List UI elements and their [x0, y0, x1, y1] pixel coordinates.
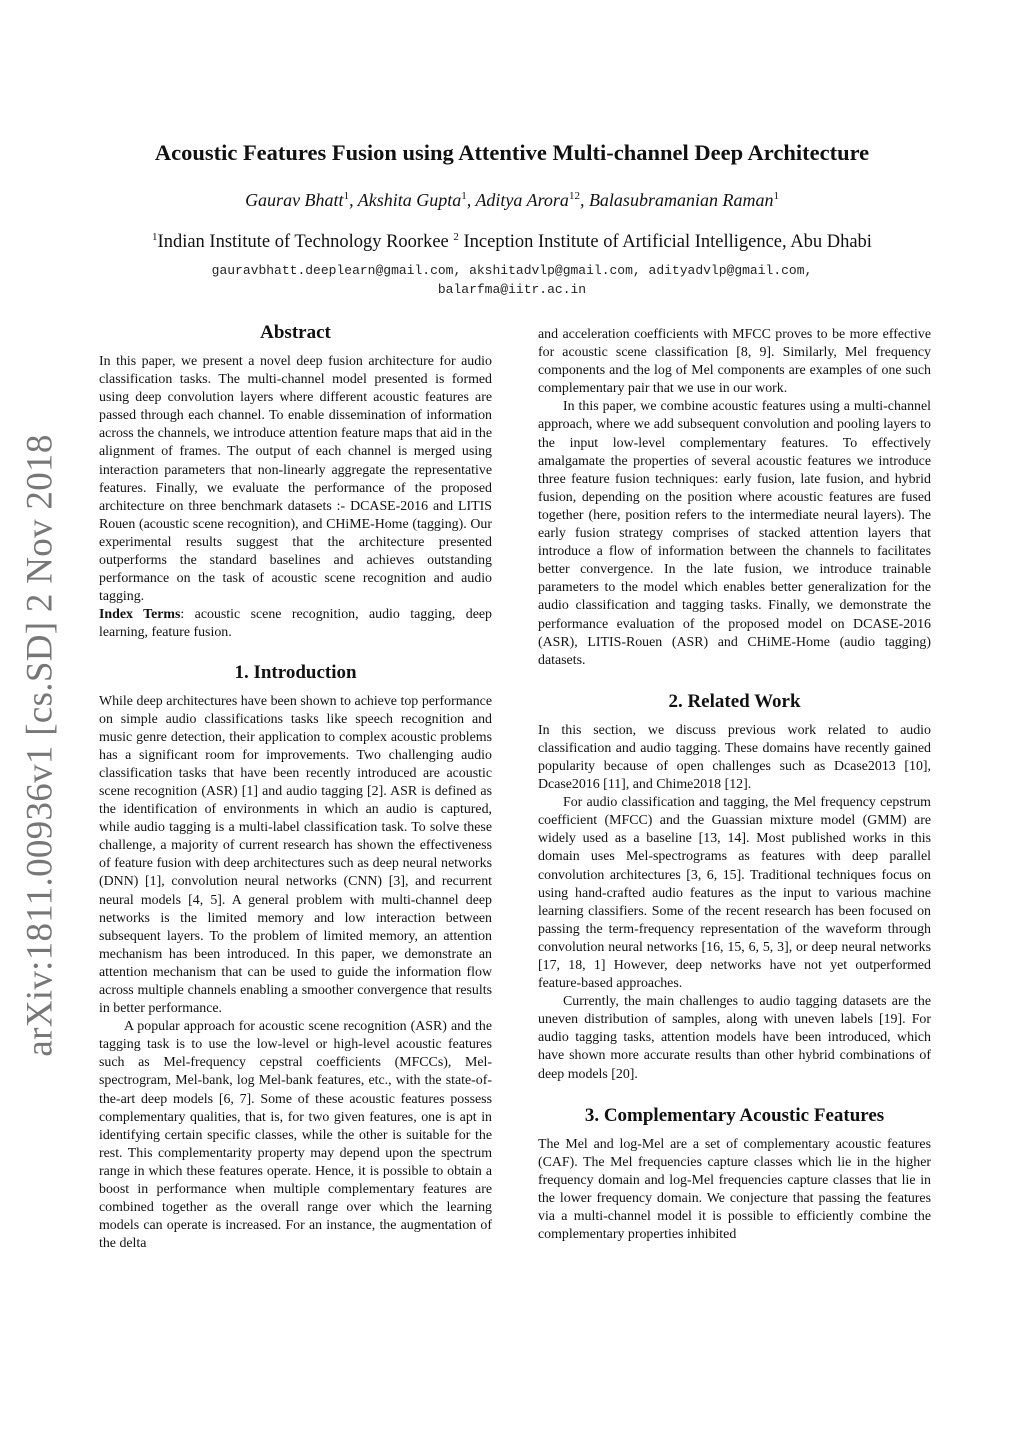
paragraph: In this section, we discuss previous work related to audio classification and audio tagging. These domains have recently gained popularity because of open challenges such as Dcase2013 [10], Dcase2016 [11], and Chime2018 [12]. [538, 722, 931, 793]
section-heading-introduction: 1. Introduction [234, 661, 357, 683]
author-list: Gaurav Bhatt$^1$, Akshita Gupta$^1$, Aditya Arora$^{12}$, Balasubramanian Raman$^1$ [245, 190, 779, 210]
author-name: Gaurav Bhatt [245, 190, 344, 210]
paragraph: In this paper, we combine acoustic features using a multi-channel approach, where we add subsequent convolution and pooling layers to the input low-level complementary features. To effectively amalgamate the properties of several acoustic features we introduce three feature fusion techniques: early fusion, late fusion, and hybrid fusion, depending on the position where acoustic features are fused together (here, position refers to the intermediate neural layers). The early fusion strategy comprises of stacked attention layers that introduce a flow of information between the channels to facilitates better convergence. In the late fusion, we introduce trainable parameters to the model which enables better generalization for the audio classification and tagging tasks. Finally, we demonstrate the performance evaluation of the proposed model on DCASE-2016 (ASR), LITIS-Rouen (ASR) and CHiME-Home (audio tagging) datasets. [538, 399, 931, 668]
affil-name: Inception Institute of Artificial Intelligence, Abu Dhabi [463, 232, 872, 253]
abstract-text: In this paper, we present a novel deep fusion architecture for audio classification tasks. The multi-channel model presented is formed using deep convolution layers where different acoustic features are passed through each channel. To enable dissemination of information across the channels, we introduce attention feature maps that aid in the alignment of frames. The output of each channel is merged using interaction parameters that non-linearly aggregate the representative features. Finally, we evaluate the performance of the proposed architecture on three benchmark datasets :- DCASE-2016 and LITIS Rouen (acoustic scene recognition), and CHiME-Home (tagging). Our experimental results suggest that the architecture presented outperforms the standard baselines and achieves outstanding performance on the task of acoustic scene recognition and audio tagging. [99, 354, 492, 605]
paragraph: The Mel and log-Mel are a set of complementary acoustic features (CAF). The Mel frequencies capture classes which lie in the higher frequency domain and log-Mel frequencies capture classes that lie in the lower frequency domain. We conjecture that passing the features via a multi-channel model it is possible to efficiently combine the complementary properties inhibited [538, 1136, 931, 1243]
paragraph: A popular approach for acoustic scene recognition (ASR) and the tagging task is to use the low-level or high-level acoustic features such as Mel-frequency cepstral coefficients (MFCCs), Mel-spectrogram, Mel-bank, log Mel-bank features, etc., with the state-of-the-art deep models [6, 7]. Some of these acoustic features possess complementary qualities, that is, for two given features, one is apt in identifying certain specific classes, while the other is suitable for the rest. This complementarity property may depend upon the spectrum range in which these features operate. Hence, it is possible to obtain a boost in performance when multiple complementary features are combined together as the overall range over which the learning models can operate is increased. For an instance, the augmentation of the delta [99, 1019, 492, 1252]
author-affil-sup: 1 [773, 190, 779, 202]
email-line: gauravbhatt.deeplearn@gmail.com, akshitadvlp@gmail.com, adityadvlp@gmail.com, [211, 263, 813, 278]
section-heading-related-work: 2. Related Work [668, 690, 801, 712]
affil-sup: 1 [152, 231, 158, 243]
affil-name: Indian Institute of Technology Roorkee [157, 232, 449, 253]
affil-sup: 2 [453, 231, 459, 243]
author-affil-sup: 1 [461, 190, 467, 202]
paragraph: While deep architectures have been shown to achieve top performance on simple audio classifications tasks like speech recognition and music genre detection, their application to complex acoustic problems has a significant room for improvements. Two challenging audio classification tasks that have been recently introduced are acoustic scene recognition (ASR) [1] and audio tagging [2]. ASR is defined as the identification of environments in which an audio is captured, while audio tagging is a multi-label classification task. To solve these challenge, a majority of current research has shown the effectiveness of feature fusion with deep architectures such as deep neural networks (DNN) [1], convolution neural networks (CNN) [3], and recurrent neural models [4, 5]. A general problem with multi-channel deep networks is the limited memory and low interaction between subsequent layers. To the problem of limited memory, an attention mechanism has been introduced. In this paper, we demonstrate an attention mechanism that can be used to guide the information flow across multiple channels enabling a smoother convergence that results in better performance. [99, 693, 492, 1017]
arxiv-id-text: arXiv:1811.00936v1 [cs.SD] 2 Nov 2018 [19, 433, 61, 1057]
author-name: Balasubramanian Raman [588, 190, 774, 210]
author-emails [0, 261, 1024, 299]
paragraph: and acceleration coefficients with MFCC proves to be more effective for acoustic scene classification [8, 9]. Similarly, Mel frequency components and the log of Mel components are examples of one such complementary pair that we use in our work. [538, 327, 931, 397]
index-terms [99, 606, 492, 642]
paragraph: Currently, the main challenges to audio tagging datasets are the uneven distribution of samples, along with uneven labels [19]. For audio tagging tasks, attention models have been introduced, which have shown more accurate results than other hybrid combinations of deep models [20]. [538, 994, 931, 1082]
left-column [99, 321, 492, 1253]
paper-title: Acoustic Features Fusion using Attentive Multi-channel Deep Architecture [154, 140, 870, 165]
author-affil-sup: 12 [568, 190, 580, 202]
paragraph: For audio classification and tagging, the Mel frequency cepstrum coefficient (MFCC) and the Guassian mixture model (GMM) are widely used as a baseline [13, 14]. Most published works in this domain uses Mel-spectrograms as features with deep parallel convolution architectures [3, 6, 15]. Traditional techniques focus on using hand-crafted audio features as the input to various machine learning classifiers. Some of the recent research has been focused on passing the term-frequency representation of the waveform through convolution neural networks [16, 15, 6, 5, 3], or deep neural networks [17, 18, 1] However, deep networks have not yet outperformed feature-based approaches. [538, 795, 931, 992]
author-name: Aditya Arora [475, 190, 569, 210]
arxiv-identifier-stamp [10, 433, 70, 1057]
affiliations [0, 231, 1024, 253]
index-terms-text: : acoustic scene recognition, audio tagging, deep learning, feature fusion. [99, 607, 492, 641]
email-line: balarfma@iitr.ac.in [437, 282, 587, 297]
right-column [538, 326, 931, 1244]
index-terms-label: Index Terms [99, 607, 181, 623]
abstract-heading: Abstract [260, 322, 331, 343]
author-name: Akshita Gupta [357, 190, 462, 210]
section-heading-complementary-features: 3. Complementary Acoustic Features [584, 1104, 885, 1126]
author-affil-sup: 1 [343, 190, 350, 202]
